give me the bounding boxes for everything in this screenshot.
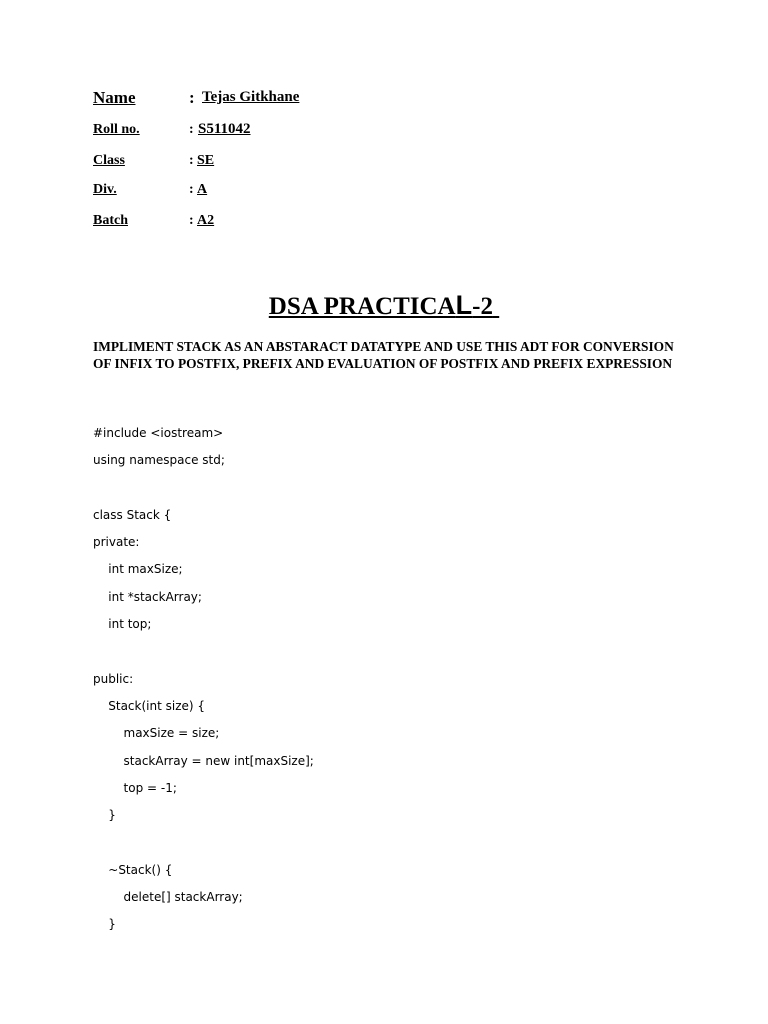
div-label: Div. [93,182,117,197]
batch-value: A2 [197,213,215,228]
code-line: using namespace std; [93,453,225,468]
code-line: stackArray = new int[maxSize]; [93,753,314,768]
batch-colon: : [189,213,194,228]
code-line: Stack(int size) { [93,698,206,713]
code-line: #include <iostream> [93,426,224,440]
title-letter: L [455,290,473,320]
code-listing [93,420,314,939]
code-line: public: [93,671,134,686]
page-title [0,290,768,321]
code-line: } [93,917,116,932]
roll-value: S511042 [198,121,251,137]
code-line: ~Stack() { [93,862,173,877]
title-prefix: DSA PRACTICA [268,293,456,320]
code-line: } [93,808,116,823]
name-value: Tejas Gitkhane [202,89,300,105]
roll-label: Roll no. [93,122,140,137]
code-line: class Stack { [93,507,172,522]
code-line: delete[] stackArray; [93,890,243,905]
code-line: int *stackArray; [93,589,202,604]
title-suffix: -2 [472,293,493,320]
code-line [93,638,314,665]
code-line: private: [93,535,140,550]
div-colon: : [189,182,194,197]
code-line: maxSize = size; [93,726,220,741]
code-line: int maxSize; [93,562,183,577]
batch-label: Batch [93,213,128,228]
div-value: A [197,182,208,197]
code-line [93,475,314,502]
code-line: int top; [93,617,152,632]
name-label: Name [93,88,136,107]
info-row-batch [93,213,215,293]
code-line [93,829,314,856]
class-value: SE [197,153,215,168]
class-colon: : [189,153,194,168]
problem-statement: IMPLIMENT STACK AS AN ABSTARACT DATATYPE AND USE THIS ADT FOR CONVERSION OF INFIX TO POSTFIX, PREFIX AND EVALUATION OF POSTFIX AND PREFIX EXPRESSION [93,339,674,371]
roll-colon: : [189,122,194,137]
code-line: top = -1; [93,780,177,795]
name-colon: : [189,88,195,107]
class-label: Class [93,153,125,168]
